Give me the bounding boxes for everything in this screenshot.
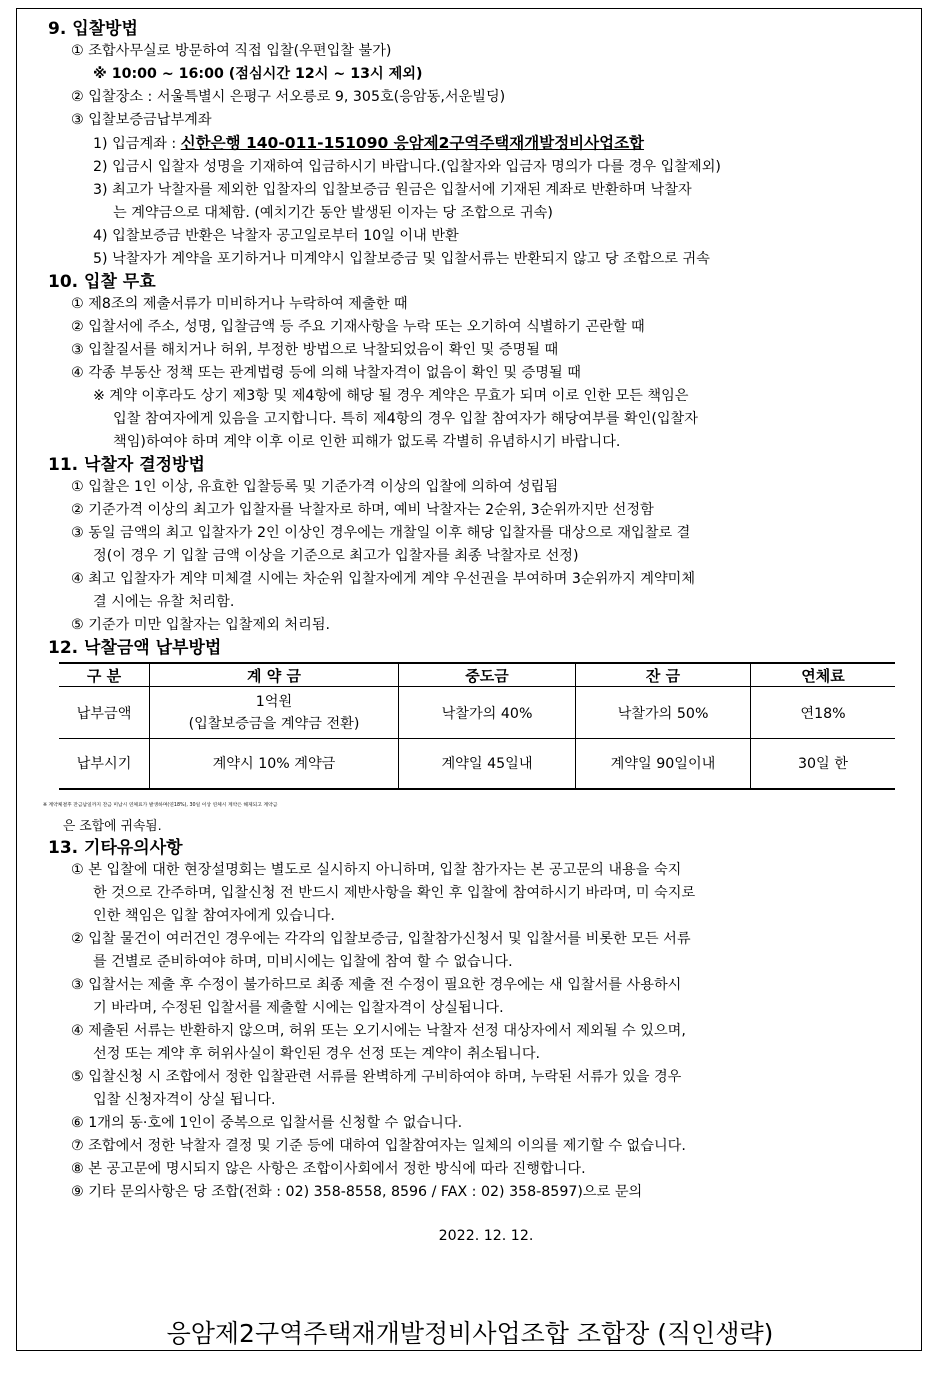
table-cell: 계약일 90일이내 <box>576 739 751 789</box>
s9-sub-2: 2) 입금시 입찰자 성명을 기재하여 입금하시기 바랍니다.(입찰자와 입금자 명의가 다를 경우 입찰제외) <box>93 159 721 175</box>
s11-item-1: ① 입찰은 1인 이상, 유효한 입찰등록 및 기준가격 이상의 입찰에 의하여 성립됨 <box>71 479 559 495</box>
payment-table <box>59 662 895 790</box>
s13-item-4b: 선정 또는 계약 후 허위사실이 확인된 경우 선정 또는 계약이 취소됩니다. <box>93 1045 541 1062</box>
s10-note-2: 입찰 참여자에게 있음을 고지합니다. 특히 제4항의 경우 입찰 참여자가 해당여부를 확인(입찰자 <box>113 411 698 427</box>
s13-item-7: ⑦ 조합에서 정한 낙찰자 결정 및 기준 등에 대하여 입찰참여자는 일체의 이의를 제기할 수 없습니다. <box>71 1137 686 1154</box>
table-row <box>59 739 895 789</box>
s11-item-3b: 정(이 경우 기 입찰 금액 이상을 기준으로 최고가 입찰자를 최종 낙찰자로 선정) <box>93 548 579 564</box>
s13-item-2b: 를 건별로 준비하여야 하며, 미비시에는 입찰에 참여 할 수 없습니다. <box>93 953 513 970</box>
section-11-title: 11. 낙찰자 결정방법 <box>48 455 205 475</box>
table-cell: 30일 한 <box>751 739 896 789</box>
signature-line: 응암제2구역주택재개발정비사업조합 조합장 (직인생략) <box>166 1319 774 1348</box>
table-cell-line: 1억원 <box>255 693 293 710</box>
table-cell-line: (입찰보증금을 계약금 전환) <box>188 715 360 732</box>
table-cell: 낙찰가의 40% <box>399 687 576 739</box>
s13-item-1a: ① 본 입찰에 대한 현장설명회는 별도로 실시하지 아니하며, 입찰 참가자는 본 공고문의 내용을 숙지 <box>71 861 682 878</box>
section-9-title: 9. 입찰방법 <box>48 19 138 39</box>
s13-item-6: ⑥ 1개의 동·호에 1인이 중복으로 입찰서를 신청할 수 없습니다. <box>71 1114 463 1131</box>
s10-item-3: ③ 입찰질서를 해치거나 허위, 부정한 방법으로 낙찰되었음이 확인 및 증명될 때 <box>71 342 559 358</box>
s10-item-2: ② 입찰서에 주소, 성명, 입찰금액 등 주요 기재사항을 누락 또는 오기하여 식별하기 곤란할 때 <box>71 319 645 335</box>
s11-item-3a: ③ 동일 금액의 최고 입찰자가 2인 이상인 경우에는 개찰일 이후 해당 입찰자를 대상으로 재입찰로 결 <box>71 525 691 541</box>
notice-date: 2022. 12. 12. <box>438 1227 534 1244</box>
s10-note-3: 책임)하여야 하며 계약 이후 이로 인한 피해가 없도록 각별히 유념하시기 바랍니다. <box>113 434 621 450</box>
table-header-row <box>59 663 895 687</box>
s10-item-1: ① 제8조의 제출서류가 미비하거나 누락하여 제출한 때 <box>71 296 408 312</box>
s13-item-5b: 입찰 신청자격이 상실 됩니다. <box>93 1091 276 1108</box>
s13-item-8: ⑧ 본 공고문에 명시되지 않은 사항은 조합이사회에서 정한 방식에 따라 진행합니다. <box>71 1160 586 1177</box>
s13-item-1c: 인한 책임은 입찰 참여자에게 있습니다. <box>93 907 335 924</box>
notice-page <box>16 8 922 1351</box>
s9-sub-1 <box>51 132 921 156</box>
s9-sub-5: 5) 낙찰자가 계약을 포기하거나 미계약시 입찰보증금 및 입찰서류는 반환되지 않고 당 조합으로 귀속 <box>93 251 710 267</box>
section-10-title: 10. 입찰 무효 <box>48 272 156 292</box>
s9-sub-1-prefix: 1) 입금계좌 : <box>93 136 181 152</box>
section-13-title: 13. 기타유의사항 <box>48 837 183 858</box>
s12-note-1: ※ 계약체결후 잔금납일까지 잔금 미납시 연체료가 발생하며(연18%), 30일 이상 연체시 계약은 해제되고 계약금 <box>43 802 278 808</box>
table-header: 구 분 <box>59 663 150 687</box>
s10-note-1: ※ 계약 이후라도 상기 제3항 및 제4항에 해당 될 경우 계약은 무효가 되며 이로 인한 모든 책임은 <box>93 388 689 404</box>
table-cell: 납부금액 <box>59 687 150 739</box>
table-header: 연체료 <box>751 663 896 687</box>
s13-item-3b: 기 바라며, 수정된 입찰서를 제출할 시에는 입찰자격이 상실됩니다. <box>93 999 504 1016</box>
s13-item-5a: ⑤ 입찰신청 시 조합에서 정한 입찰관련 서류를 완벽하게 구비하여야 하며, 누락된 서류가 있을 경우 <box>71 1068 682 1085</box>
s9-item-1-note: ※ 10:00 ~ 16:00 (점심시간 12시 ~ 13시 제외) <box>93 66 423 82</box>
table-header: 계 약 금 <box>150 663 399 687</box>
s9-item-1: ① 조합사무실로 방문하여 직접 입찰(우편입찰 불가) <box>71 43 392 59</box>
s13-item-1b: 한 것으로 간주하며, 입찰신청 전 반드시 제반사항을 확인 후 입찰에 참여하시기 바라며, 미 숙지로 <box>93 884 696 901</box>
s12-note-2: 은 조합에 귀속됨. <box>63 818 162 834</box>
table-cell: 낙찰가의 50% <box>576 687 751 739</box>
s9-item-2: ② 입찰장소 : 서울특별시 은평구 서오릉로 9, 305호(응암동,서운빌딩) <box>71 89 506 105</box>
s11-item-5: ⑤ 기준가 미만 입찰자는 입찰제외 처리됨. <box>71 617 331 633</box>
s13-item-4a: ④ 제출된 서류는 반환하지 않으며, 허위 또는 오기시에는 낙찰자 선정 대상자에서 제외될 수 있으며, <box>71 1022 686 1039</box>
section-12-title: 12. 낙찰금액 납부방법 <box>48 638 222 658</box>
s13-item-2a: ② 입찰 물건이 여러건인 경우에는 각각의 입찰보증금, 입찰참가신청서 및 입찰서를 비롯한 모든 서류 <box>71 930 691 947</box>
table-row <box>59 687 895 739</box>
s10-item-4: ④ 각종 부동산 정책 또는 관계법령 등에 의해 낙찰자격이 없음이 확인 및 증명될 때 <box>71 365 581 381</box>
table-cell <box>150 687 399 739</box>
s11-item-4b: 결 시에는 유찰 처리함. <box>93 594 235 610</box>
notice-body <box>43 18 921 1244</box>
s13-item-3a: ③ 입찰서는 제출 후 수정이 불가하므로 최종 제출 전 수정이 필요한 경우에는 새 입찰서를 사용하시 <box>71 976 682 993</box>
s13-item-9: ⑨ 기타 문의사항은 당 조합(전화 : 02) 358-8558, 8596 / FAX : 02) 358-8597)으로 문의 <box>71 1183 643 1200</box>
s9-sub-4: 4) 입찰보증금 반환은 낙찰자 공고일로부터 10일 이내 반환 <box>93 228 459 244</box>
table-cell: 연18% <box>751 687 896 739</box>
table-header: 중도금 <box>399 663 576 687</box>
s9-sub-3b: 는 계약금으로 대체함. (예치기간 동안 발생된 이자는 당 조합으로 귀속) <box>113 205 553 221</box>
s9-sub-3a: 3) 최고가 낙찰자를 제외한 입찰자의 입찰보증금 원금은 입찰서에 기재된 계좌로 반환하며 낙찰자 <box>93 182 692 198</box>
s9-item-3: ③ 입찰보증금납부계좌 <box>71 112 212 128</box>
table-cell: 계약시 10% 계약금 <box>150 739 399 789</box>
deposit-account: 신한은행 140-011-151090 응암제2구역주택재개발정비사업조합 <box>180 134 645 152</box>
s11-item-2: ② 기준가격 이상의 최고가 입찰자를 낙찰자로 하며, 예비 낙찰자는 2순위, 3순위까지만 선정함 <box>71 502 654 518</box>
table-header: 잔 금 <box>576 663 751 687</box>
table-cell: 계약일 45일내 <box>399 739 576 789</box>
s11-item-4a: ④ 최고 입찰자가 계약 미체결 시에는 차순위 입찰자에게 계약 우선권을 부여하며 3순위까지 계약미체 <box>71 571 696 587</box>
table-cell: 납부시기 <box>59 739 150 789</box>
